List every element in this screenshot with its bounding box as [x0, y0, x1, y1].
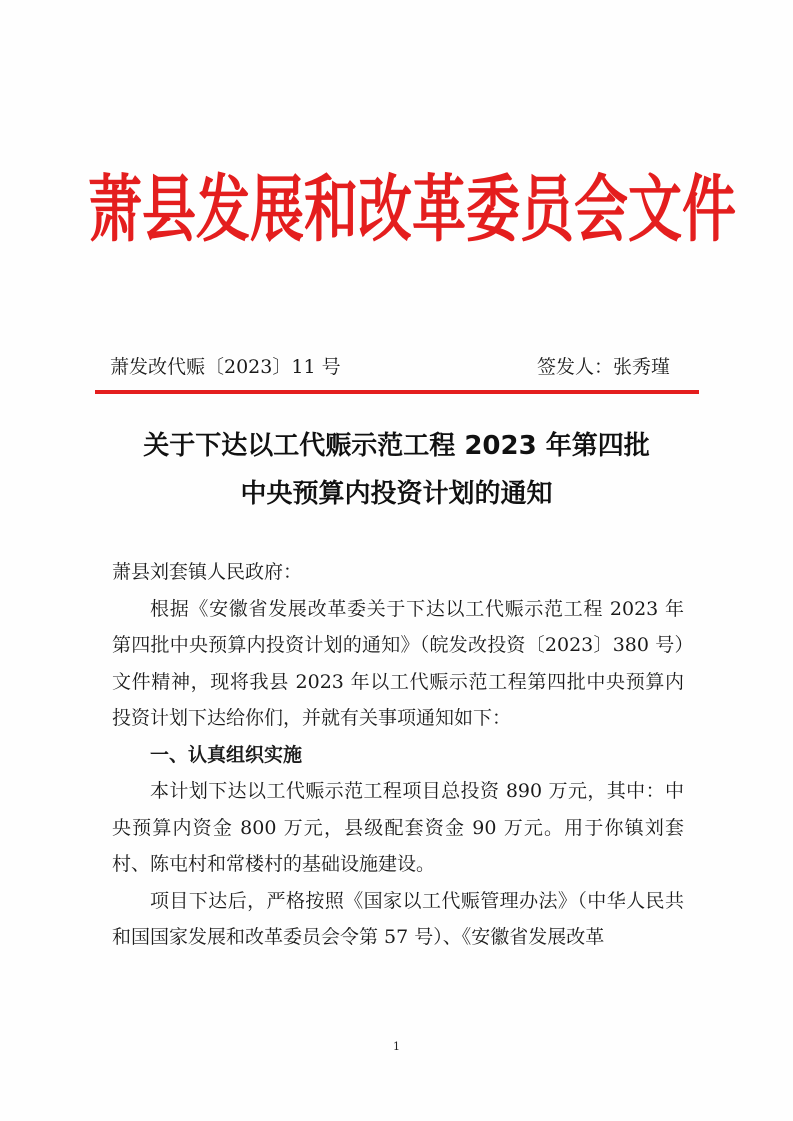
document-body	[112, 554, 684, 956]
masthead-char: 员	[520, 166, 574, 252]
page-number: 1	[393, 1040, 400, 1053]
masthead-char: 文	[628, 166, 682, 252]
masthead-char: 革	[412, 166, 466, 252]
masthead-char: 改	[358, 166, 412, 252]
red-divider	[95, 390, 699, 394]
body-paragraph: 根据《安徽省发展改革委关于下达以工代赈示范工程 2023 年第四批中央预算内投资计划的通知》（皖发改投资〔2023〕380 号）文件精神，现将我县 2023 年以工代赈示范工程第四批中央预算内投资计划下达给你们，并就有关事项通知如下：	[112, 597, 684, 729]
title-line-1: 关于下达以工代赈示范工程 2023 年第四批	[143, 431, 650, 461]
document-number-row	[110, 352, 670, 382]
title-line-2: 中央预算内投资计划的通知	[240, 479, 553, 509]
section-heading: 一、认真组织实施	[150, 743, 303, 766]
body-paragraph: 项目下达后，严格按照《国家以工代赈管理办法》（中华人民共和国国家发展和改革委员会令第 57 号）、《安徽省发展改革	[112, 889, 684, 948]
masthead-char: 委	[466, 166, 520, 252]
masthead-char: 发	[196, 166, 250, 252]
masthead-char: 和	[304, 166, 358, 252]
masthead-char: 会	[574, 166, 628, 252]
masthead-char: 县	[142, 166, 196, 252]
document-number: 萧发改代赈〔2023〕11 号	[110, 356, 341, 378]
masthead-char: 展	[250, 166, 304, 252]
masthead-char: 件	[682, 166, 736, 252]
document-title	[80, 422, 713, 518]
addressee: 萧县刘套镇人民政府：	[112, 561, 303, 583]
body-paragraph: 本计划下达以工代赈示范工程项目总投资 890 万元，其中：中央预算内资金 800 万元，县级配套资金 90 万元。用于你镇刘套村、陈屯村和常楼村的基础设施建设。	[112, 780, 684, 875]
masthead-title	[88, 160, 736, 260]
masthead-char: 萧	[88, 166, 142, 252]
signer: 签发人：张秀瑾	[536, 356, 670, 378]
